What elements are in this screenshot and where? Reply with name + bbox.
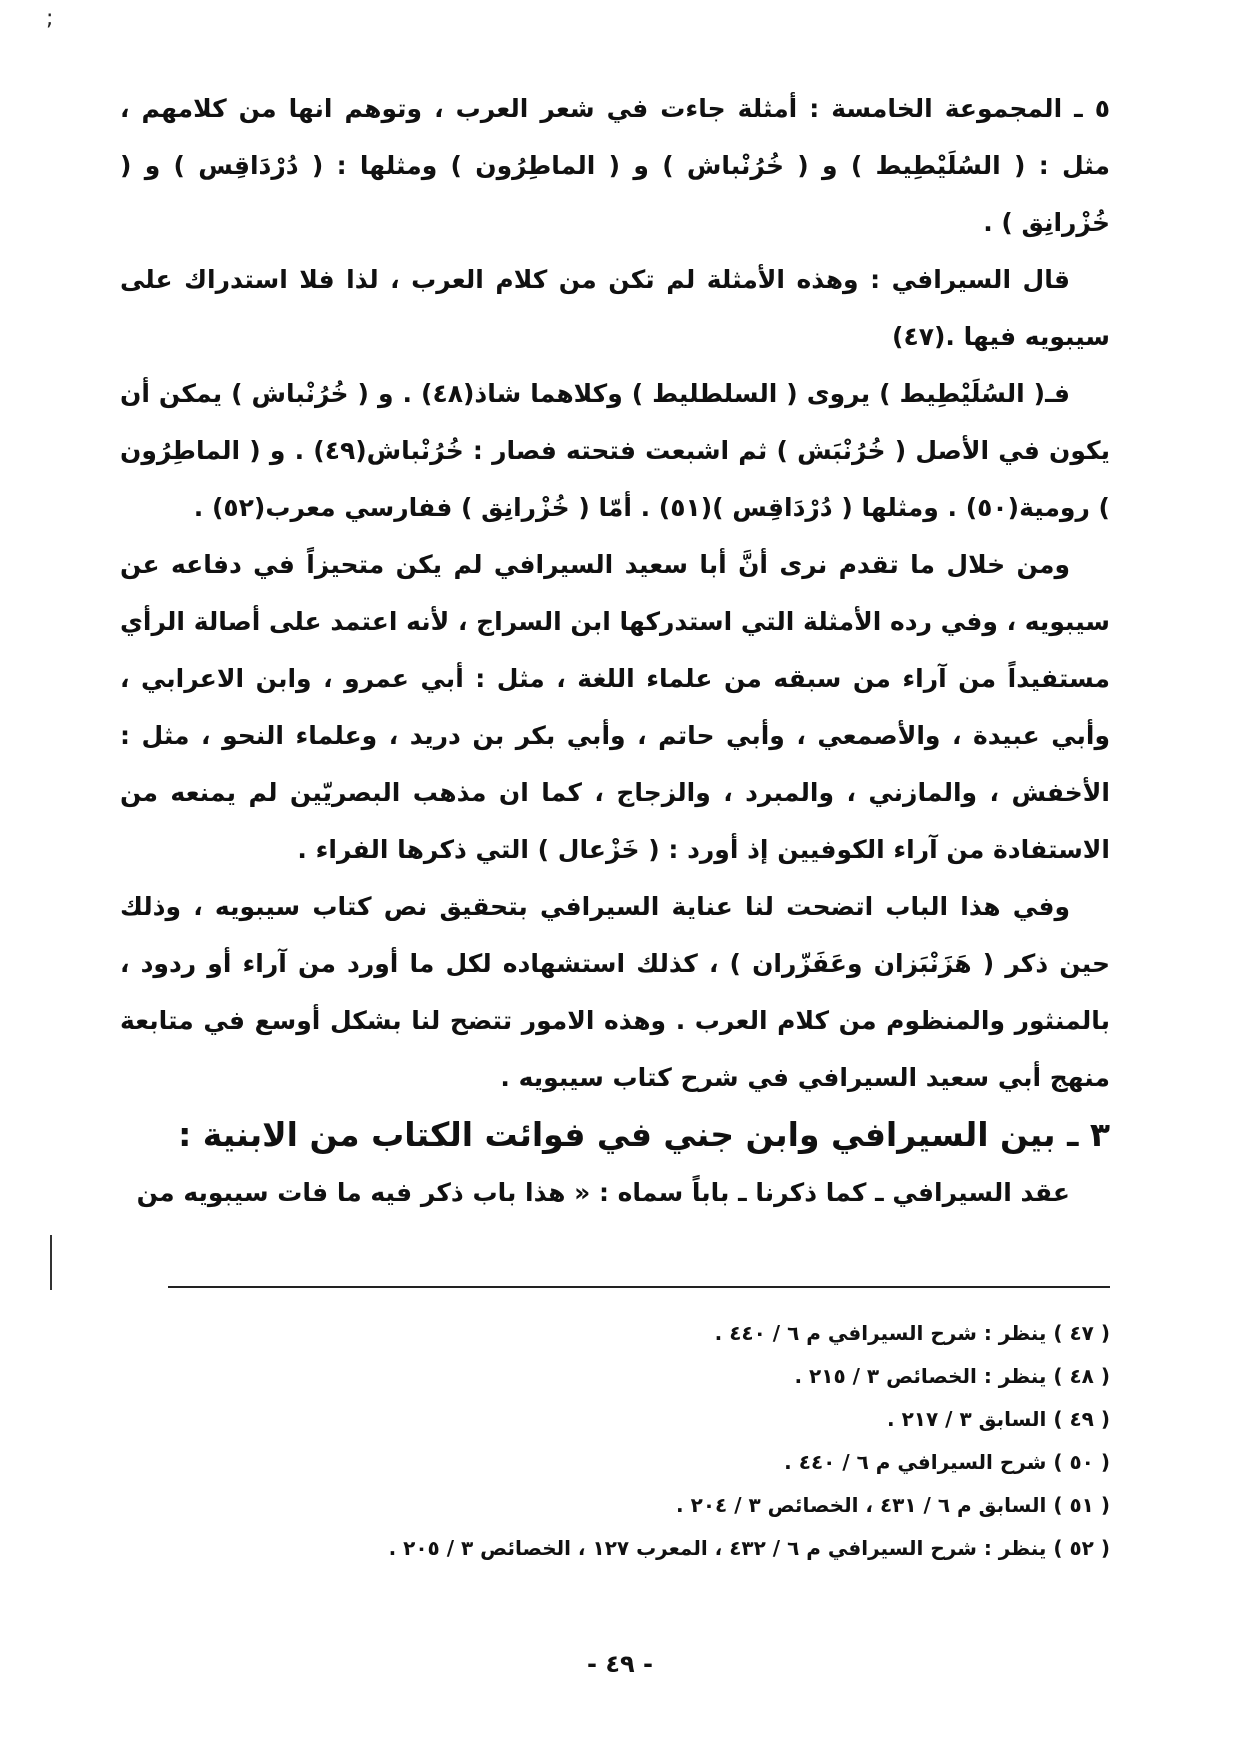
main-text [120, 80, 1110, 1221]
footnote-48: ( ٤٨ ) ينظر : الخصائص ٣ / ٢١٥ . [794, 1364, 1110, 1388]
page-number: - ٤٩ - [587, 1650, 653, 1678]
footnote-52: ( ٥٢ ) ينظر : شرح السيرافي م ٦ / ٤٣٢ ، المعرب ١٢٧ ، الخصائص ٣ / ٢٠٥ . [388, 1536, 1110, 1560]
paragraph-word-origins: فـ( السُلَيْطِيط ) يروى ( السلطليط ) وكلاهما شاذ(٤٨) . و ( خُرُنْباش ) يمكن أن يكون في الأصل ( خُرُنْبَش ) ثم اشبعت فتحته فصار : خُرُنْباش(٤٩) . و ( الماطِرُون ) رومية(٥٠) . ومثلها ( دُرْدَاقِس )(٥١) . أمّا ( خُزْرانِق ) ففارسي معرب(٥٢) . [120, 379, 1110, 522]
paragraph-group-five: ٥ ـ المجموعة الخامسة : أمثلة جاءت في شعر العرب ، وتوهم انها من كلامهم ، مثل : ( السُلَيْطِيط ) و ( خُرُنْباش ) و ( الماطِرُون ) ومثلها : ( دُرْدَاقِس ) و ( خُزْرانِق ) . [120, 94, 1110, 237]
footnote-51: ( ٥١ ) السابق م ٦ / ٤٣١ ، الخصائص ٣ / ٢٠٤ . [676, 1493, 1110, 1517]
section-heading: ٣ ـ بين السيرافي وابن جني في فوائت الكتاب من الابنية : [178, 1115, 1110, 1154]
paragraph-section-intro: عقد السيرافي ـ كما ذكرنا ـ باباً سماه : « هذا باب ذكر فيه ما فات سيبويه من [136, 1178, 1070, 1207]
footnote-49: ( ٤٩ ) السابق ٣ / ٢١٧ . [887, 1407, 1110, 1431]
footnote-50: ( ٥٠ ) شرح السيرافي م ٦ / ٤٤٠ . [784, 1450, 1110, 1474]
paragraph-text-verification: وفي هذا الباب اتضحت لنا عناية السيرافي بتحقيق نص كتاب سيبويه ، وذلك حين ذكر ( هَزَنْبَزان وعَفَزّران ) ، كذلك استشهاده لكل ما أورد من آراء أو ردود ، بالمنثور والمنظوم من كلام العرب . وهذه الامور تتضح لنا بشكل أوسع في متابعة منهج أبي سعيد السيرافي في شرح كتاب سيبويه . [120, 892, 1110, 1092]
paragraph-sirafi-quote: قال السيرافي : وهذه الأمثلة لم تكن من كلام العرب ، لذا فلا استدراك على سيبويه فيها .(٤٧) [120, 265, 1110, 351]
footnote-divider [168, 1286, 1110, 1288]
footnote-47: ( ٤٧ ) ينظر : شرح السيرافي م ٦ / ٤٤٠ . [714, 1321, 1110, 1345]
corner-mark: ; [46, 6, 54, 31]
margin-mark [50, 1235, 52, 1290]
paragraph-conclusion: ومن خلال ما تقدم نرى أنَّ أبا سعيد السيرافي لم يكن متحيزاً في دفاعه عن سيبويه ، وفي رده الأمثلة التي استدركها ابن السراج ، لأنه اعتمد على أصالة الرأي مستفيداً من آراء من سبقه من علماء اللغة ، مثل : أبي عمرو ، وابن الاعرابي ، وأبي عبيدة ، والأصمعي ، وأبي حاتم ، وأبي بكر بن دريد ، وعلماء النحو ، مثل : الأخفش ، والمازني ، والمبرد ، والزجاج ، كما ان مذهب البصريّين لم يمنعه من الاستفادة من آراء الكوفيين إذ أورد : ( خَزْعال ) التي ذكرها الفراء . [120, 550, 1110, 864]
footnotes [150, 1312, 1110, 1570]
